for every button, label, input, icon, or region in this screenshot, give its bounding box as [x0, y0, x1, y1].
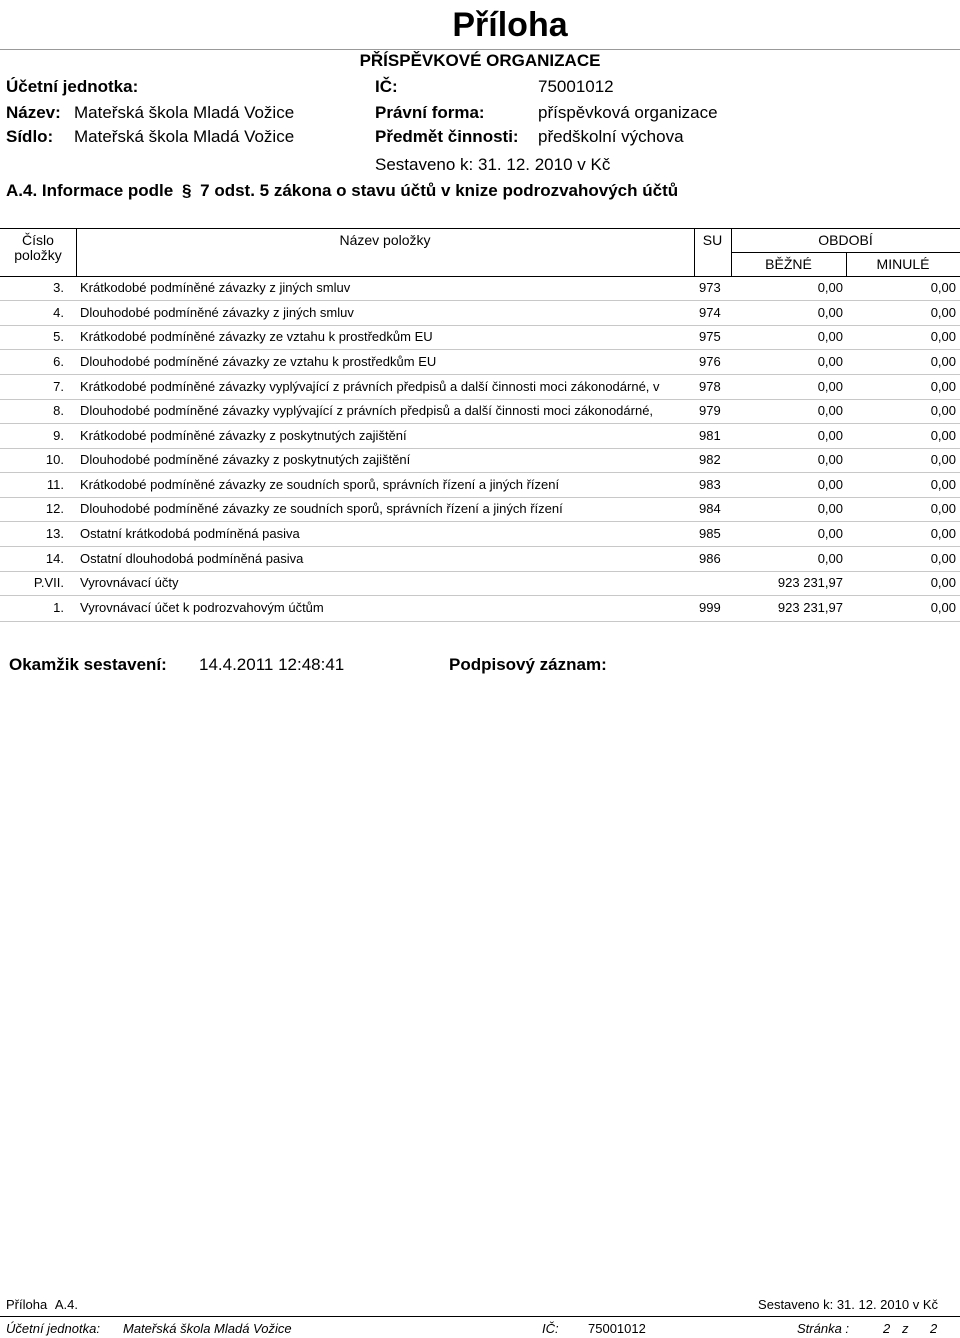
row-su: 985 — [699, 526, 721, 541]
row-number: 11. — [46, 477, 64, 492]
row-number: 5. — [53, 329, 64, 344]
section-heading-post: 7 odst. 5 zákona o stavu účtů v knize podrozvahových účtů — [200, 181, 679, 200]
row-number: 6. — [53, 354, 64, 369]
footer-ic-value: 75001012 — [588, 1321, 646, 1336]
row-bezne: 0,00 — [817, 501, 843, 516]
row-minule: 0,00 — [930, 477, 956, 492]
row-minule: 0,00 — [930, 280, 956, 295]
row-bezne: 0,00 — [817, 280, 843, 295]
page-subtitle: PŘÍSPĚVKOVÉ ORGANIZACE — [359, 51, 601, 70]
row-name: Dlouhodobé podmíněné závazky ze vztahu k prostředkům EU — [80, 354, 437, 369]
row-su: 981 — [699, 428, 721, 443]
row-su: 976 — [699, 354, 721, 369]
row-su: 999 — [699, 600, 721, 615]
row-number: 3. — [53, 280, 64, 295]
row-name: Krátkodobé podmíněné závazky z poskytnutých zajištění — [80, 428, 407, 443]
table-row — [0, 548, 960, 572]
nazev-label: Název: — [6, 103, 61, 122]
ic-value: 75001012 — [538, 77, 614, 96]
row-su: 979 — [699, 403, 721, 418]
row-number: P.VII. — [33, 575, 64, 590]
row-bezne: 0,00 — [817, 526, 843, 541]
row-number: 14. — [45, 551, 64, 566]
row-number: 8. — [53, 403, 64, 418]
row-divider — [0, 546, 960, 547]
table-row — [0, 449, 960, 473]
row-number: 4. — [53, 305, 64, 320]
row-su: 982 — [699, 452, 721, 467]
row-minule: 0,00 — [930, 305, 956, 320]
footer-section: A.4. — [54, 1297, 78, 1312]
table-top-border — [0, 228, 960, 229]
table-row — [0, 326, 960, 350]
section-sign-icon: § — [181, 181, 192, 200]
ucetni-jednotka-label: Účetní jednotka: — [6, 77, 139, 96]
row-minule: 0,00 — [930, 501, 956, 516]
okamzik-value: 14.4.2011 12:48:41 — [199, 655, 345, 674]
sestaveno-text: Sestaveno k: 31. 12. 2010 v Kč — [375, 155, 611, 174]
footer-priloha: Příloha — [6, 1297, 48, 1312]
row-name: Ostatní dlouhodobá podmíněná pasiva — [80, 551, 304, 566]
row-divider — [0, 374, 960, 375]
predmet-label: Předmět činnosti: — [375, 127, 519, 146]
row-divider — [0, 521, 960, 522]
row-divider — [0, 472, 960, 473]
row-bezne: 923 231,97 — [777, 600, 843, 615]
table-row — [0, 523, 960, 547]
row-bezne: 0,00 — [817, 551, 843, 566]
col-minule-header: MINULÉ — [876, 256, 930, 272]
page-title: Příloha — [452, 6, 568, 44]
section-heading-pre: A.4. Informace podle — [6, 181, 174, 200]
row-name: Krátkodobé podmíněné závazky ze vztahu k prostředkům EU — [80, 329, 433, 344]
row-number: 7. — [53, 379, 64, 394]
row-su: 983 — [699, 477, 721, 492]
row-minule: 0,00 — [930, 526, 956, 541]
row-su: 973 — [699, 280, 721, 295]
col-bezne-header: BĚŽNÉ — [765, 256, 812, 272]
row-su: 978 — [699, 379, 721, 394]
table-row — [0, 376, 960, 400]
row-name: Vyrovnávací účty — [80, 575, 179, 590]
row-name: Krátkodobé podmíněné závazky z jiných smluv — [80, 280, 351, 295]
table-row — [0, 572, 960, 596]
row-bezne: 0,00 — [817, 329, 843, 344]
row-minule: 0,00 — [930, 452, 956, 467]
row-minule: 0,00 — [930, 329, 956, 344]
table-row — [0, 425, 960, 449]
row-minule: 0,00 — [930, 575, 956, 590]
row-su: 984 — [699, 501, 721, 516]
col-obdobi-header: OBDOBÍ — [818, 232, 873, 248]
col-cislo-header-2: položky — [14, 247, 62, 263]
footer-stranka-total: 2 — [930, 1321, 938, 1336]
row-number: 13. — [45, 526, 64, 541]
table-row — [0, 302, 960, 326]
row-bezne: 0,00 — [817, 428, 843, 443]
row-divider — [0, 595, 960, 596]
pravni-forma-label: Právní forma: — [375, 103, 485, 122]
row-divider — [0, 349, 960, 350]
table-row — [0, 498, 960, 522]
row-number: 1. — [53, 600, 64, 615]
row-name: Dlouhodobé podmíněné závazky z jiných smluv — [80, 305, 354, 320]
header-frame-line — [0, 49, 960, 50]
page-footer-line — [0, 1316, 960, 1317]
row-bezne: 0,00 — [817, 354, 843, 369]
footer-ucetni-label: Účetní jednotka: — [6, 1321, 100, 1336]
row-minule: 0,00 — [930, 551, 956, 566]
row-minule: 0,00 — [930, 379, 956, 394]
row-su: 986 — [699, 551, 721, 566]
row-name: Krátkodobé podmíněné závazky ze soudních sporů, správních řízení a jiných řízení — [80, 477, 560, 492]
row-bezne: 0,00 — [817, 477, 843, 492]
row-bezne: 0,00 — [817, 452, 843, 467]
row-divider — [0, 423, 960, 424]
table-row — [0, 351, 960, 375]
table-row — [0, 474, 960, 498]
table-row — [0, 277, 960, 301]
row-name: Dlouhodobé podmíněné závazky ze soudních sporů, správních řízení a jiných řízení — [80, 501, 563, 516]
row-bezne: 923 231,97 — [777, 575, 843, 590]
sidlo-label: Sídlo: — [6, 127, 54, 146]
row-divider — [0, 621, 960, 622]
row-name: Dlouhodobé podmíněné závazky z poskytnutých zajištění — [80, 452, 411, 467]
nazev-value: Mateřská škola Mladá Vožice — [74, 103, 295, 122]
section-heading — [6, 181, 678, 201]
footer-stranka-z: z — [902, 1321, 909, 1336]
row-su: 974 — [699, 305, 721, 320]
footer-stranka-current: 2 — [883, 1321, 891, 1336]
row-name: Vyrovnávací účet k podrozvahovým účtům — [80, 600, 324, 615]
row-name: Krátkodobé podmíněné závazky vyplývající z právních předpisů a další činnosti moci zákonodárné, v — [80, 379, 660, 394]
predmet-value: předškolní výchova — [538, 127, 684, 146]
row-name: Dlouhodobé podmíněné závazky vyplývající z právních předpisů a další činnosti moci zákonodárné, — [80, 403, 654, 418]
podpis-label: Podpisový záznam: — [449, 655, 607, 674]
ic-label: IČ: — [375, 77, 398, 96]
table-row — [0, 597, 960, 621]
row-bezne: 0,00 — [817, 403, 843, 418]
footer-stranka-label: Stránka : — [797, 1321, 850, 1336]
row-bezne: 0,00 — [817, 305, 843, 320]
row-su: 975 — [699, 329, 721, 344]
okamzik-label: Okamžik sestavení: — [9, 655, 167, 674]
row-number: 12. — [45, 501, 64, 516]
footer-ucetni-value: Mateřská škola Mladá Vožice — [123, 1321, 292, 1336]
sidlo-value: Mateřská škola Mladá Vožice — [74, 127, 295, 146]
footer-ic-label: IČ: — [542, 1321, 559, 1336]
row-number: 10. — [45, 452, 64, 467]
col-nazev-header: Název položky — [339, 232, 431, 248]
page-footer-left — [6, 1297, 78, 1312]
row-divider — [0, 300, 960, 301]
col-su-header: SU — [702, 232, 723, 248]
pravni-forma-value: příspěvková organizace — [538, 103, 718, 122]
row-minule: 0,00 — [930, 600, 956, 615]
row-minule: 0,00 — [930, 428, 956, 443]
row-minule: 0,00 — [930, 403, 956, 418]
footer-sestaveno: Sestaveno k: 31. 12. 2010 v Kč — [758, 1297, 938, 1312]
row-number: 9. — [53, 428, 64, 443]
row-name: Ostatní krátkodobá podmíněná pasiva — [80, 526, 300, 541]
row-bezne: 0,00 — [817, 379, 843, 394]
table-row — [0, 400, 960, 424]
row-minule: 0,00 — [930, 354, 956, 369]
col-cislo-header-1: Číslo — [22, 232, 54, 248]
